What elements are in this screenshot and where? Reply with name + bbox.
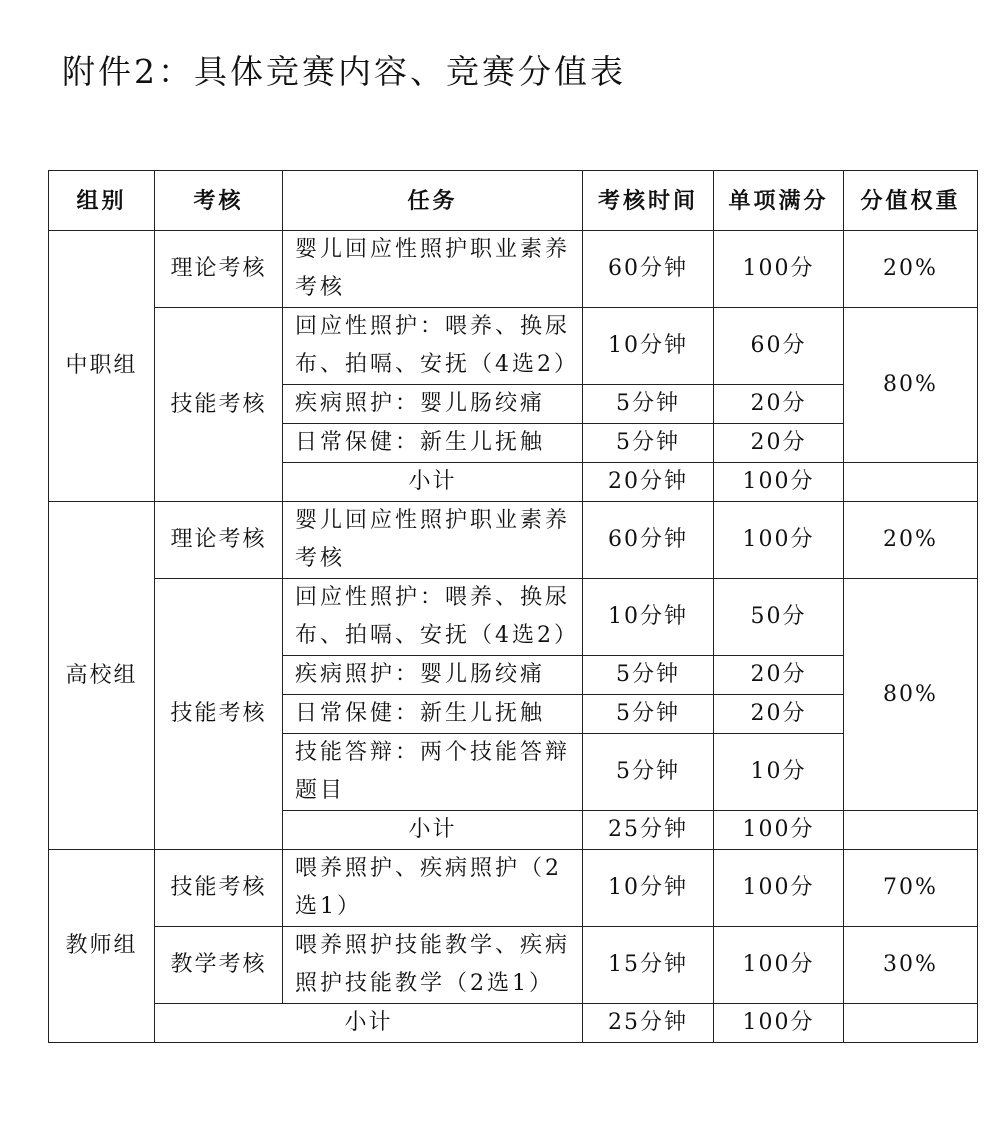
weight-cell: 20% xyxy=(844,502,978,579)
task-cell: 回应性照护：喂养、换尿布、拍嗝、安抚（4选2） xyxy=(283,579,583,656)
header-task: 任务 xyxy=(283,171,583,231)
time-cell: 60分钟 xyxy=(583,231,714,308)
header-group: 组别 xyxy=(49,171,155,231)
weight-cell: 70% xyxy=(844,850,978,927)
subtotal-time: 25分钟 xyxy=(583,811,714,850)
subtotal-time: 25分钟 xyxy=(583,1004,714,1043)
time-cell: 5分钟 xyxy=(583,385,714,424)
header-score: 单项满分 xyxy=(714,171,844,231)
task-cell: 喂养照护、疾病照护（2选1） xyxy=(283,850,583,927)
exam-cell: 教学考核 xyxy=(155,927,283,1004)
score-cell: 50分 xyxy=(714,579,844,656)
weight-cell: 30% xyxy=(844,927,978,1004)
weight-cell: 80% xyxy=(844,308,978,463)
task-cell: 日常保健：新生儿抚触 xyxy=(283,424,583,463)
time-cell: 10分钟 xyxy=(583,579,714,656)
exam-cell: 理论考核 xyxy=(155,502,283,579)
score-cell: 10分 xyxy=(714,734,844,811)
score-cell: 100分 xyxy=(714,231,844,308)
time-cell: 15分钟 xyxy=(583,927,714,1004)
subtotal-score: 100分 xyxy=(714,463,844,502)
subtotal-weight-empty xyxy=(844,811,978,850)
score-cell: 20分 xyxy=(714,695,844,734)
table-row xyxy=(49,579,978,656)
subtotal-weight-empty xyxy=(844,463,978,502)
document-title: 附件2：具体竞赛内容、竞赛分值表 xyxy=(62,52,626,91)
weight-cell: 20% xyxy=(844,231,978,308)
score-cell: 20分 xyxy=(714,424,844,463)
task-cell: 婴儿回应性照护职业素养考核 xyxy=(283,502,583,579)
subtotal-score: 100分 xyxy=(714,811,844,850)
time-cell: 10分钟 xyxy=(583,308,714,385)
time-cell: 10分钟 xyxy=(583,850,714,927)
task-cell: 回应性照护：喂养、换尿布、拍嗝、安抚（4选2） xyxy=(283,308,583,385)
score-cell: 20分 xyxy=(714,385,844,424)
table-row xyxy=(49,308,978,385)
exam-cell: 理论考核 xyxy=(155,231,283,308)
group-cell: 高校组 xyxy=(49,502,155,850)
score-cell: 100分 xyxy=(714,502,844,579)
header-time: 考核时间 xyxy=(583,171,714,231)
table-header-row xyxy=(49,171,978,231)
subtotal-score: 100分 xyxy=(714,1004,844,1043)
time-cell: 5分钟 xyxy=(583,695,714,734)
time-cell: 5分钟 xyxy=(583,734,714,811)
time-cell: 5分钟 xyxy=(583,424,714,463)
time-cell: 60分钟 xyxy=(583,502,714,579)
task-cell: 技能答辩：两个技能答辩题目 xyxy=(283,734,583,811)
table-row xyxy=(49,927,978,1004)
group-cell: 中职组 xyxy=(49,231,155,502)
subtotal-time: 20分钟 xyxy=(583,463,714,502)
task-cell: 日常保健：新生儿抚触 xyxy=(283,695,583,734)
subtotal-label: 小计 xyxy=(155,1004,583,1043)
time-cell: 5分钟 xyxy=(583,656,714,695)
table-row xyxy=(49,231,978,308)
subtotal-label: 小计 xyxy=(283,463,583,502)
subtotal-row xyxy=(49,1004,978,1043)
table-row xyxy=(49,502,978,579)
header-weight: 分值权重 xyxy=(844,171,978,231)
score-cell: 20分 xyxy=(714,656,844,695)
task-cell: 婴儿回应性照护职业素养考核 xyxy=(283,231,583,308)
subtotal-weight-empty xyxy=(844,1004,978,1043)
score-cell: 60分 xyxy=(714,308,844,385)
exam-cell: 技能考核 xyxy=(155,308,283,502)
task-cell: 疾病照护：婴儿肠绞痛 xyxy=(283,385,583,424)
table-row xyxy=(49,850,978,927)
task-cell: 疾病照护：婴儿肠绞痛 xyxy=(283,656,583,695)
competition-score-table xyxy=(48,170,978,1043)
group-cell: 教师组 xyxy=(49,850,155,1043)
exam-cell: 技能考核 xyxy=(155,850,283,927)
subtotal-label: 小计 xyxy=(283,811,583,850)
header-exam: 考核 xyxy=(155,171,283,231)
exam-cell: 技能考核 xyxy=(155,579,283,850)
score-cell: 100分 xyxy=(714,927,844,1004)
task-cell: 喂养照护技能教学、疾病照护技能教学（2选1） xyxy=(283,927,583,1004)
score-cell: 100分 xyxy=(714,850,844,927)
weight-cell: 80% xyxy=(844,579,978,811)
